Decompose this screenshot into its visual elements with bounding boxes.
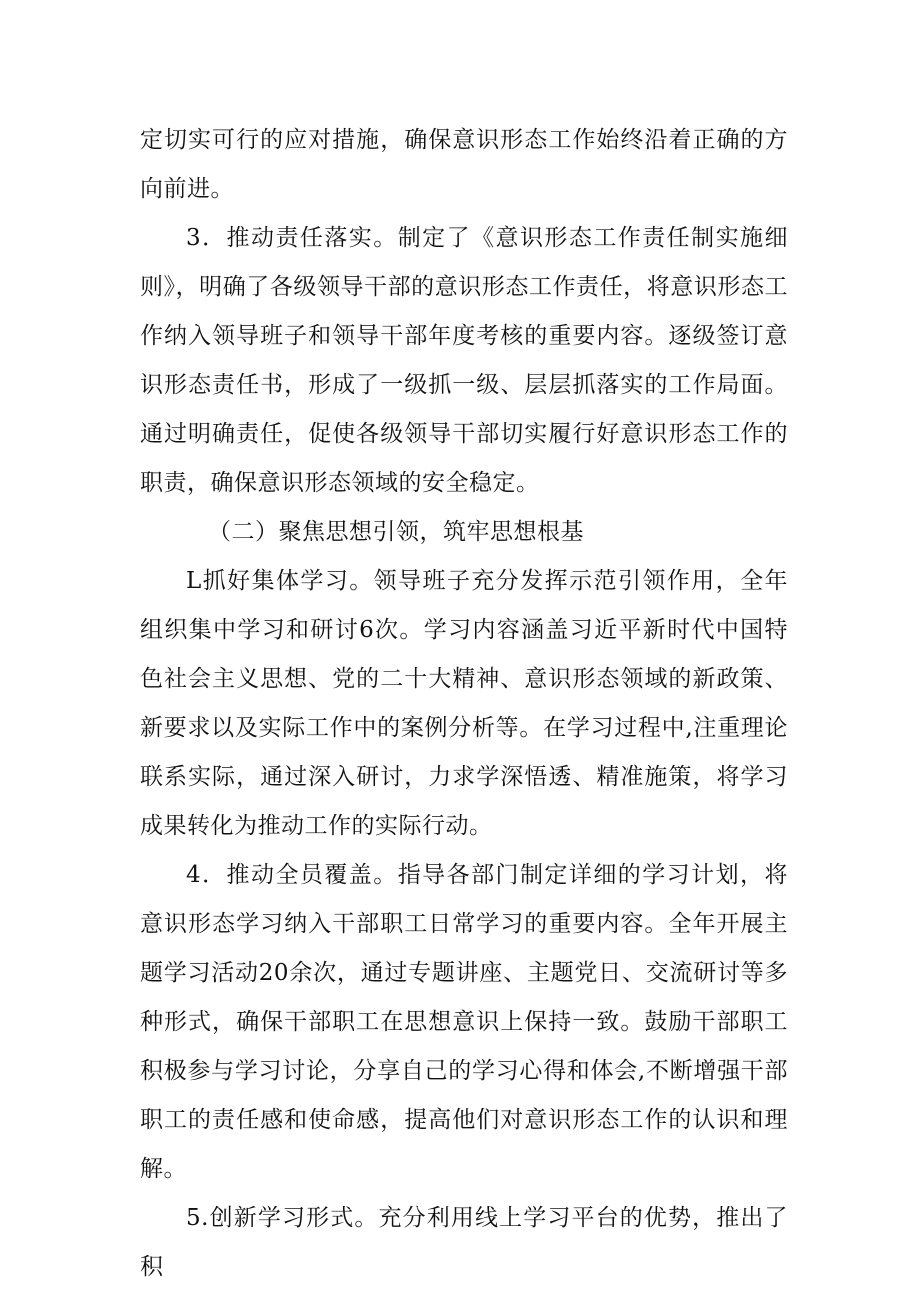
paragraph-innovate-study: 5.创新学习形式。充分利用线上学习平台的优势，推出了积 [140,1205,788,1280]
paragraph-continuation: 定切实可行的应对措施，确保意识形态工作始终沿着正确的方向前进。 [140,127,788,202]
paragraph-collective-study: L抓好集体学习。领导班子充分发挥示范引领作用，全年组织集中学习和研讨6次。学习内容涵盖习近平新时代中国特色社会主义思想、党的二十大精神、意识形态领域的新政策、新要求以及实际工作中的案例分析等。在学习过程中,注重理论联系实际，通过深入研讨，力求学深悟透、精准施策，将学习成果转化为推动工作的实际行动。 [140,568,788,839]
document-body [140,116,788,1292]
section-heading-2: （二）聚焦思想引领，筑牢思想根基 [208,519,584,545]
paragraph-full-coverage: 4．推动全员覆盖。指导各部门制定详细的学习计划，将意识形态学习纳入干部职工日常学习的重要内容。全年开展主题学习活动20余次，通过专题讲座、主题党日、交流研讨等多种形式，确保干部职工在思想意识上保持一致。鼓励干部职工积极参与学习讨论，分享自己的学习心得和体会,不断增强干部职工的责任感和使命感，提高他们对意识形态工作的认识和理解。 [140,862,788,1182]
paragraph-responsibility: 3．推动责任落实。制定了《意识形态工作责任制实施细则》，明确了各级领导干部的意识形态工作责任，将意识形态工作纳入领导班子和领导干部年度考核的重要内容。逐级签订意识形态责任书，形成了一级抓一级、层层抓落实的工作局面。通过明确责任，促使各级领导干部切实履行好意识形态工作的职责，确保意识形态领域的安全稳定。 [140,225,788,496]
